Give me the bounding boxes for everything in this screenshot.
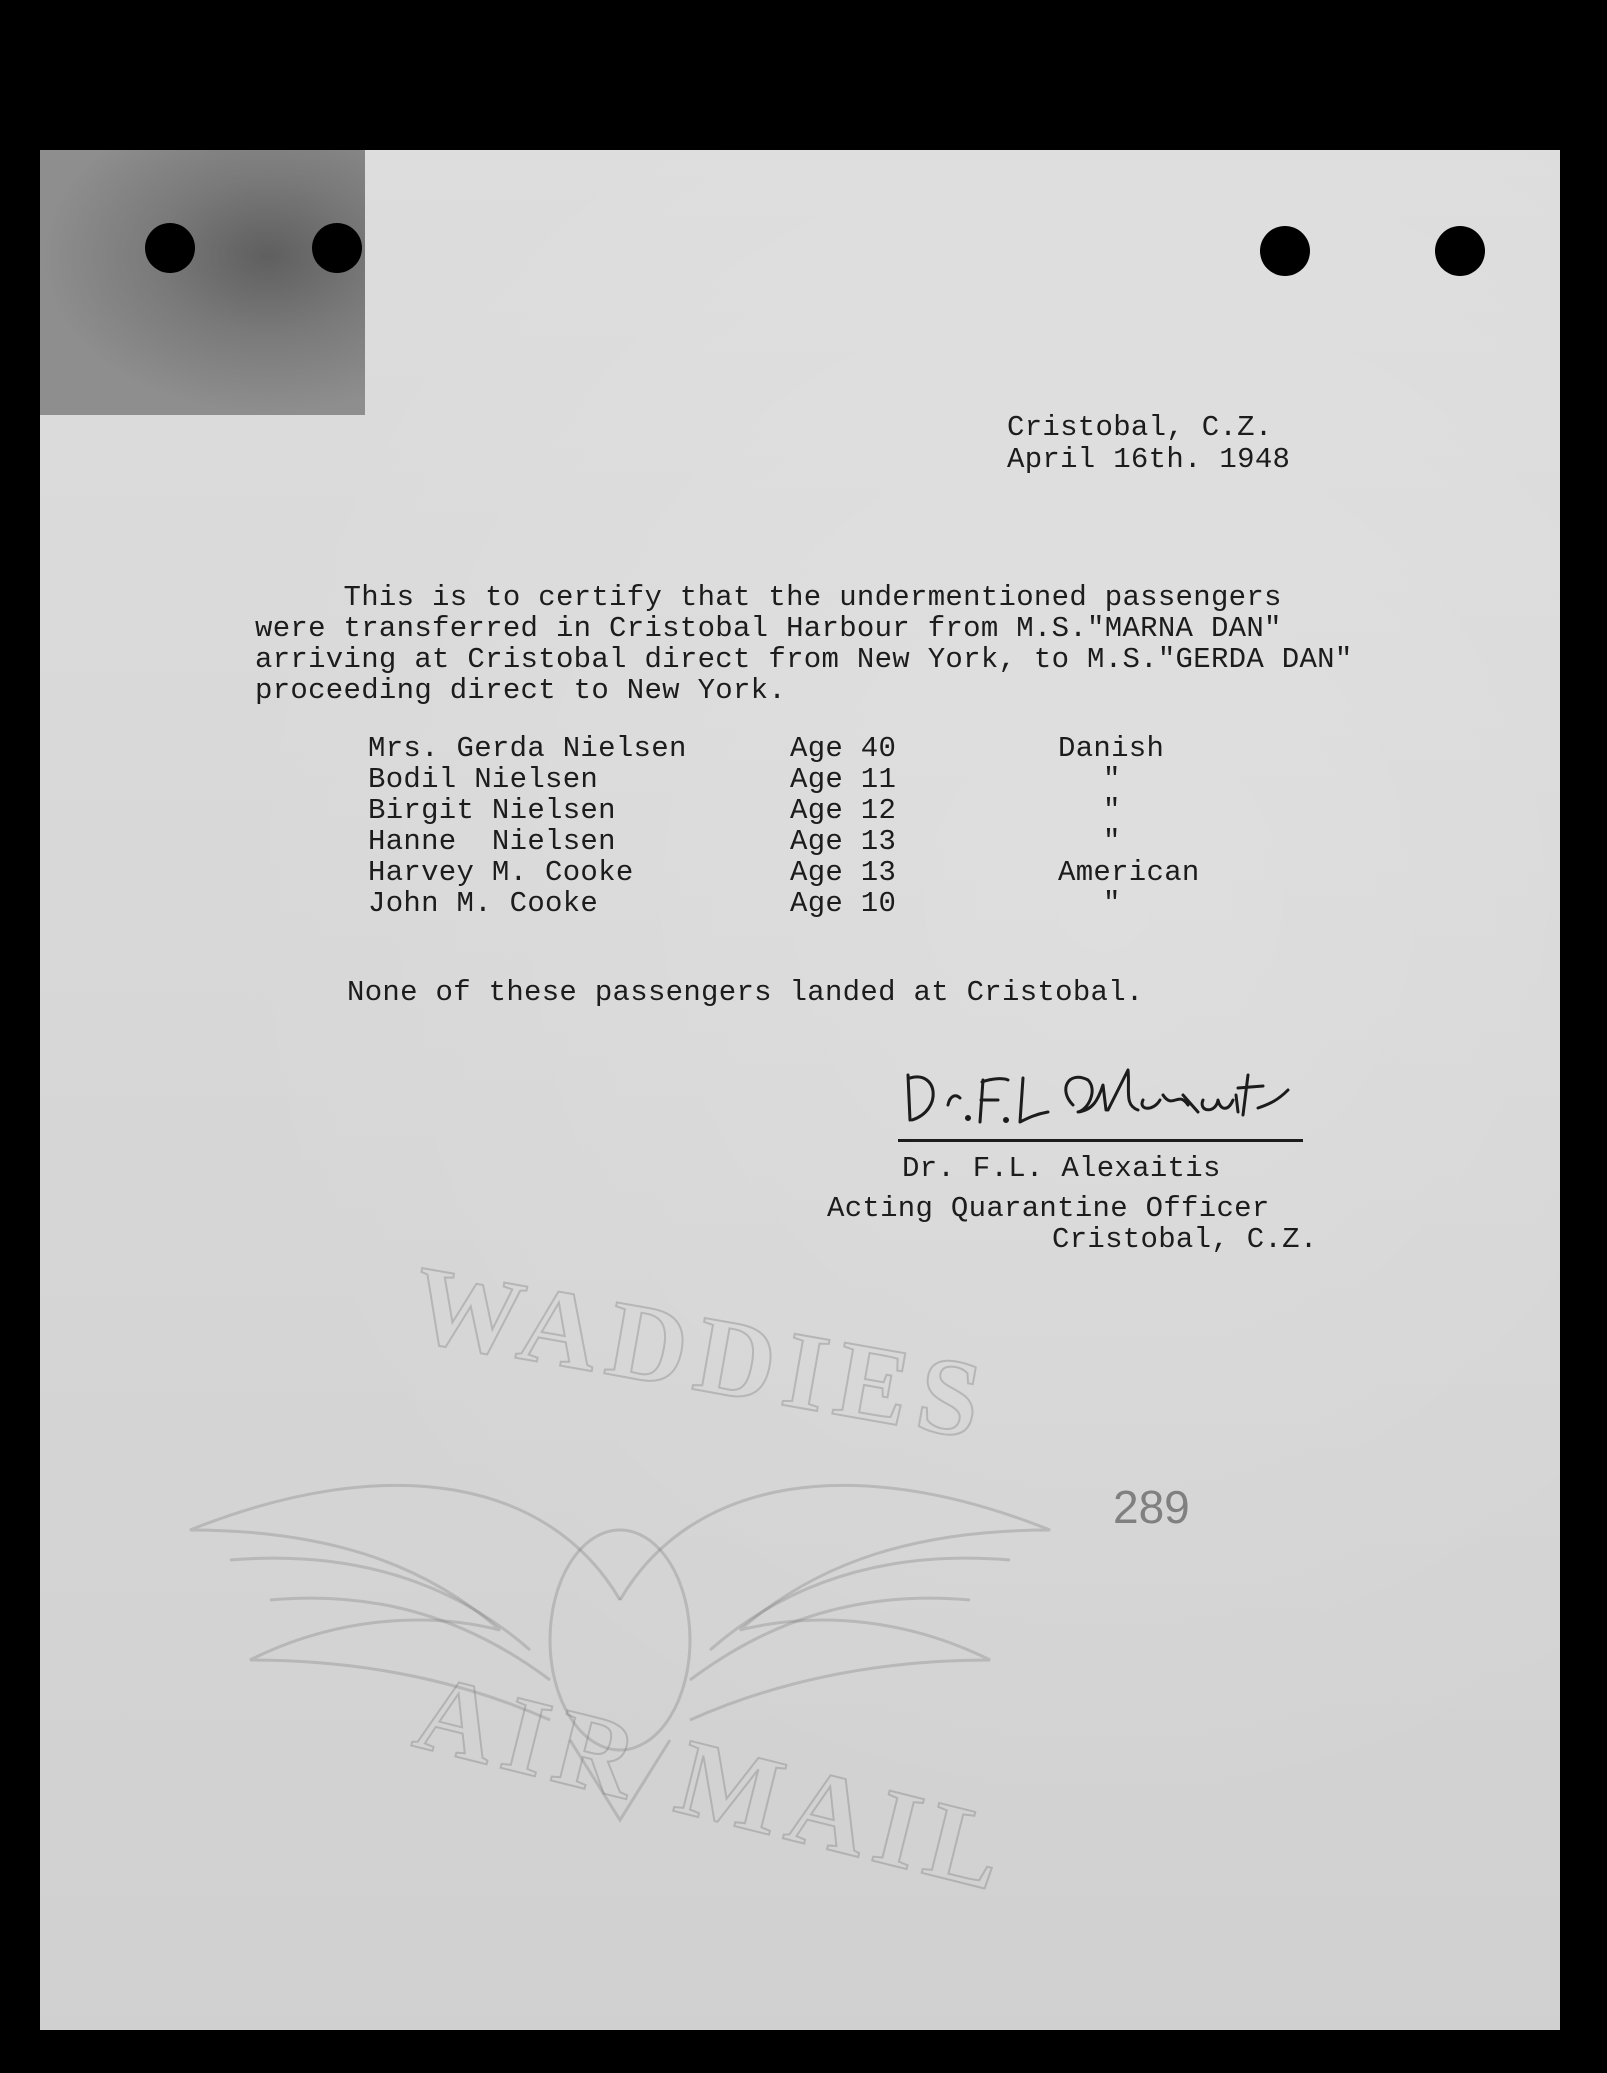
signatory-location: Cristobal, C.Z. (1052, 1223, 1318, 1256)
signature-line (898, 1139, 1303, 1142)
closing-statement: None of these passengers landed at Cristobal. (347, 976, 1144, 1009)
punch-hole (1260, 226, 1310, 276)
passenger-name: Mrs. Gerda Nielsen (368, 732, 687, 765)
passenger-nationality: " (1103, 763, 1121, 796)
signatory-name: Dr. F.L. Alexaitis (902, 1152, 1221, 1185)
passenger-nationality: Danish (1058, 732, 1165, 765)
passenger-name: Harvey M. Cooke (368, 856, 634, 889)
passenger-age: Age 11 (790, 763, 897, 796)
punch-hole (312, 223, 362, 273)
passenger-nationality: " (1103, 887, 1121, 920)
passenger-name: Bodil Nielsen (368, 763, 599, 796)
passenger-age: Age 10 (790, 887, 897, 920)
watermark-emblem (170, 1220, 1070, 1980)
header-date: April 16th. 1948 (1007, 443, 1291, 476)
passenger-nationality: American (1058, 856, 1200, 889)
passenger-age: Age 12 (790, 794, 897, 827)
punch-hole (1435, 226, 1485, 276)
passenger-age: Age 13 (790, 856, 897, 889)
handwritten-signature (898, 1050, 1298, 1140)
passenger-age: Age 40 (790, 732, 897, 765)
punch-hole (145, 223, 195, 273)
passenger-nationality: " (1103, 825, 1121, 858)
passenger-nationality: " (1103, 794, 1121, 827)
passenger-name: Birgit Nielsen (368, 794, 616, 827)
paragraph-line: This is to certify that the undermentioned passengers (255, 581, 1282, 614)
signatory-title: Acting Quarantine Officer (827, 1192, 1270, 1225)
watermark-bottom-text: AIR MAIL (404, 1650, 1025, 1916)
passenger-name: Hanne Nielsen (368, 825, 616, 858)
watermark-top-text: WADDIES (403, 1242, 1000, 1464)
header-place: Cristobal, C.Z. (1007, 411, 1273, 444)
paper-sheet (40, 150, 1560, 2030)
tape-patch (40, 150, 365, 415)
page-number: 289 (1113, 1481, 1190, 1533)
passenger-age: Age 13 (790, 825, 897, 858)
passenger-name: John M. Cooke (368, 887, 599, 920)
paragraph-line: proceeding direct to New York. (255, 674, 787, 707)
paragraph-line: arriving at Cristobal direct from New York, to M.S."GERDA DAN" (255, 643, 1353, 676)
paragraph-line: were transferred in Cristobal Harbour from M.S."MARNA DAN" (255, 612, 1282, 645)
